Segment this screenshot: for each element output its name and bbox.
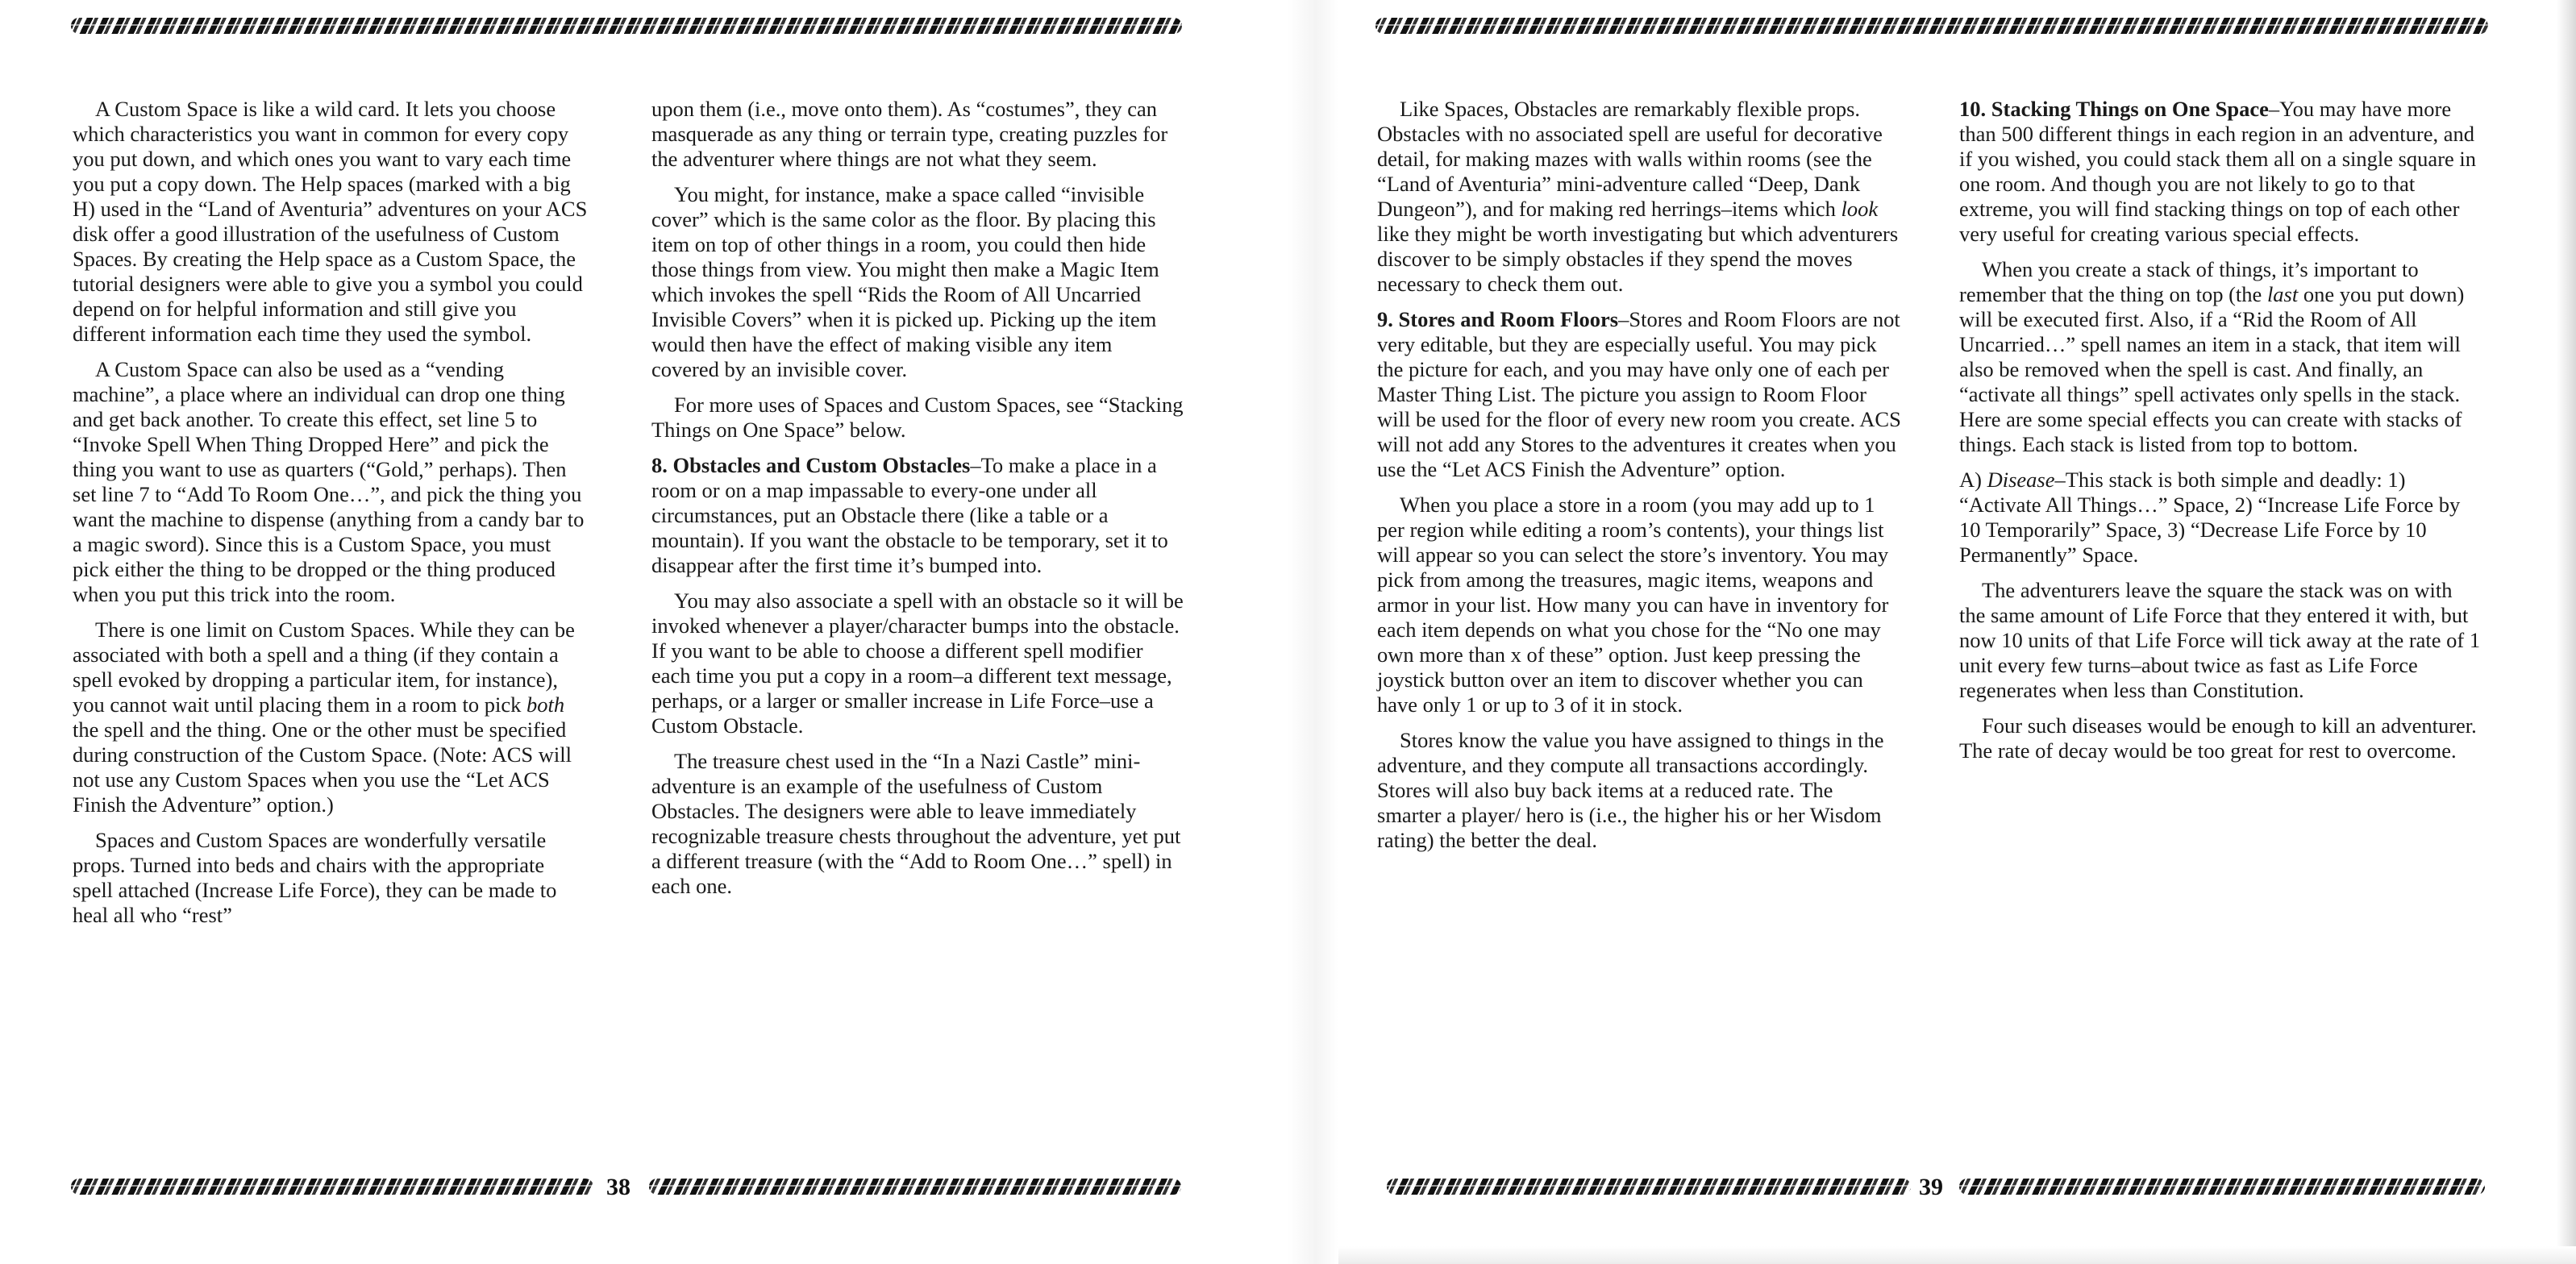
right-page-column-2 [1959,97,2483,774]
book-gutter [1226,0,1338,1264]
section-heading: 10. Stacking Things on One Space [1959,97,2269,121]
paragraph: Stores know the value you have assigned to things in the adventure, and they compute all transactions accordingly. Stores will also buy back items at a reduced rate. The smarter a player/ hero is (i.e., the higher his or her Wisdom rating) the better the deal. [1377,728,1884,852]
paragraph: When you place a store in a room (you may add up to 1 per region while editing a room’s contents), your things list will appear so you can select the store’s inventory. You may pick from among the treasures, magic items, weapons and armor in your list. How many you can have in inventory for each item depends on what you chose for the “No one may own more than x of these” option. Just keep pressing the joystick button over an item to discover whether you can have only 1 or up to 3 of it in stock. [1377,493,1889,717]
page-bottom-edge [1338,1246,2576,1264]
paragraph: There is one limit on Custom Spaces. While they can be associated with both a spell and a thing (if they contain a spell evoked by dropping a particular item, for instance), you cannot wait until placing them in a room to pick both the spell and the thing. One or the other must be specified during construction of the Custom Space. (Note: ACS will not use any Custom Spaces when you use the “Let ACS Finish the Adventure” option.) [73,617,575,817]
paragraph: For more uses of Spaces and Custom Spaces, see “Stacking Things on One Space” below. [651,393,1184,442]
bottom-rope-border-left [71,1179,593,1195]
paragraph: You may also associate a spell with an obstacle so it will be invoked whenever a player/character bumps into the obstacle. If you want to be able to choose a different spell modifier each time you put a copy in a room–a different text message, perhaps, or a larger or smaller increase in Life Force–use a Custom Obstacle. [651,588,1184,738]
left-page-column-2 [651,97,1184,909]
bottom-rope-border-right [1959,1179,2485,1195]
paragraph: The adventurers leave the square the stack was on with the same amount of Life Force that they entered it with, but now 10 units of that Life Force will tick away at the rate of 1 unit every few turns–about twice as fast as Life Force regenerates when less than Constitution. [1959,578,2481,702]
paragraph: Spaces and Custom Spaces are wonderfully versatile props. Turned into beds and chairs with the appropriate spell attached (Increase Life Force), they can be made to heal all who “rest” [73,828,557,927]
emphasis: look [1841,197,1879,221]
paragraph: The treasure chest used in the “In a Nazi Castle” mini-adventure is an example of the usefulness of Custom Obstacles. The designers were able to leave immediately recognizable treasure chests throughout the adventure, yet put a different treasure (with the “Add to Room One…” spell) in each one. [651,749,1181,898]
page-number: 38 [606,1174,630,1200]
paragraph: You might, for instance, make a space called “invisible cover” which is the same color as the floor. By placing this item on top of other things in a room, you could then hide those things from view. You might then make a Magic Item which invokes the spell “Rids the Room of All Uncarried Invisible Covers” when it is picked up. Picking up the item would then have the effect of making visible any item covered by an invisible cover. [651,182,1159,381]
page-edge [2557,0,2576,1264]
right-page-column-1 [1377,97,1901,863]
section-paragraph: 8. Obstacles and Custom Obstacles–To make a place in a room or on a map impassable to every-one under all circumstances, put an Obstacle there (like a table or a mountain). If you want the obstacle to be temporary, set it to disappear after the first time it’s bumped into. [651,453,1168,577]
right-page [1338,0,2576,1264]
emphasis: last [2266,282,2299,306]
section-heading: 8. Obstacles and Custom Obstacles [651,453,971,477]
page-number: 39 [1919,1174,1943,1200]
section-paragraph: 10. Stacking Things on One Space–You may have more than 500 different things in each region in an adventure, and if you wished, you could stack them all on a single square in one room. And though you are not likely to go to that extreme, you will find stacking things on top of each other very useful for creating various special effects. [1959,97,2477,246]
bottom-rope-border-left [1387,1179,1911,1195]
section-paragraph: 9. Stores and Room Floors–Stores and Room Floors are not very editable, but they are especially useful. You may pick the picture for each, and you may have only one of each per Master Thing List. The picture you assign to Room Floor will be used for the floor of every new room you create. ACS will not add any Stores to the adventures it creates when you use the “Let ACS Finish the Adventure” option. [1377,307,1901,481]
emphasis: both [526,692,565,717]
left-page-column-1 [73,97,589,938]
paragraph: Like Spaces, Obstacles are remarkably flexible props. Obstacles with no associated spell are useful for decorative detail, for making mazes with walls within rooms (see the “Land of Aventuria” mini-adventure called “Deep, Dank Dungeon”), and for making red herrings–items which look like they might be worth investigating but which adventurers discover to be simply obstacles if they spend the moves necessary to check them out. [1377,97,1899,296]
bottom-rope-border-right [649,1179,1181,1195]
paragraph: upon them (i.e., move onto them). As “costumes”, they can masquerade as any thing or terrain type, creating puzzles for the adventurer where things are not what they seem. [651,97,1168,171]
top-rope-border [71,18,1182,34]
section-heading: 9. Stores and Room Floors [1377,307,1619,331]
paragraph: When you create a stack of things, it’s important to remember that the thing on top (the last one you put down) will be executed first. Also, if a “Rid the Room of All Uncarried…” spell names an item in a stack, that item will also be removed when the spell is cast. And finally, an “activate all things” spell activates only spells in the stack. Here are some special effects you can create with stacks of things. Each stack is listed from top to bottom. [1959,257,2465,456]
paragraph: Four such diseases would be enough to kill an adventurer. The rate of decay would be too great for rest to overcome. [1959,713,2477,763]
paragraph: A Custom Space can also be used as a “vending machine”, a place where an individual can drop one thing and get back another. To create this effect, set line 5 to “Invoke Spell When Thing Dropped Here” and pick the thing you want to use as quarters (“Gold,” perhaps). Then set line 7 to “Add To Room One…”, and pick the thing you want the machine to dispense (anything from a candy bar to a magic sword). Since this is a Custom Space, you must pick either the thing to be dropped or the thing produced when you put this trick into the room. [73,357,585,606]
left-page [0,0,1226,1264]
paragraph: A Custom Space is like a wild card. It lets you choose which characteristics you want in common for every copy you put down, and which ones you want to vary each time you put a copy down. The Help spaces (marked with a big H) used in the “Land of Aventuria” adventures on your ACS disk offer a good illustration of the usefulness of Custom Spaces. By creating the Help space as a Custom Space, the tutorial designers were able to give you a symbol you could depend on for helpful information and still give you different information each time they used the symbol. [73,97,588,346]
emphasis: Disease [1987,468,2055,492]
top-rope-border [1375,18,2488,34]
list-item: A) Disease–This stack is both simple and deadly: 1) “Activate All Things…” Space, 2) “Increase Life Force by 10 Temporarily” Space, 3) “Decrease Life Force by 10 Permanently” Space. [1959,468,2461,567]
